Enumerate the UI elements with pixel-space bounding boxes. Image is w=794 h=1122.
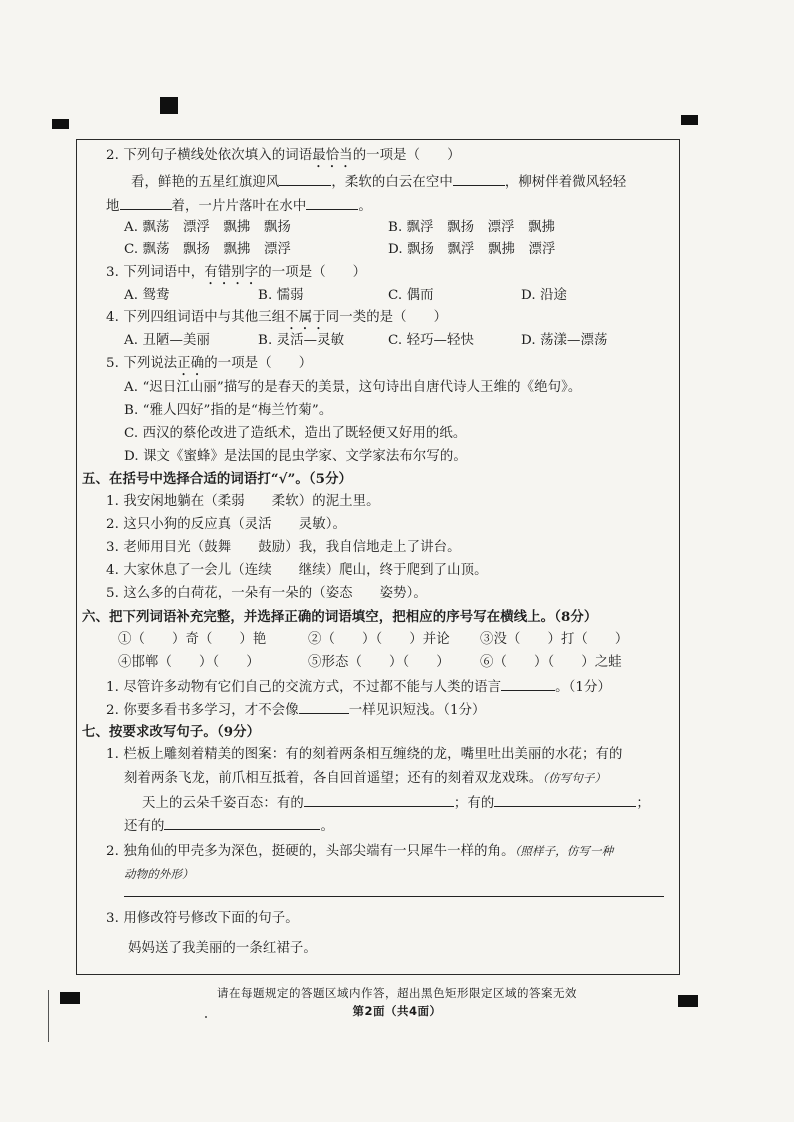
section-5-item: 1. 我安闲地躺在（柔弱 柔软）的泥土里。 [106, 494, 380, 509]
option-d: D. 荡漾—漂荡 [521, 333, 608, 348]
question-5-stem: 5. 下列说法正确的一项是（ ） [106, 356, 313, 371]
option-b: B. 懦弱 [258, 288, 304, 303]
section-7-q3-sentence: 妈妈送了我美丽的一条红裙子。 [128, 941, 317, 956]
idiom-cell: ⑤形态（ ）（ ） [308, 655, 450, 670]
section-5-item: 5. 这么多的白荷花，一朵有一朵的（姿态 姿势）。 [106, 586, 427, 601]
registration-mark [681, 115, 698, 125]
question-4-stem: 4. 下列四组词语中与其他三组不属于同一类的是（ ） [106, 310, 448, 325]
option-a: A. 飘荡 漂浮 飘拂 飘扬 [124, 220, 291, 235]
question-3-stem: 3. 下列词语中，有错别字的一项是（ ） [106, 265, 367, 280]
option-c: C. 轻巧—轻快 [388, 333, 475, 348]
idiom-cell: ②（ ）（ ）并论 [308, 632, 450, 647]
section-5-item: 3. 老师用目光（鼓舞 鼓励）我，我自信地走上了讲台。 [106, 540, 461, 555]
section-7-q1-text: 刻着两条飞龙，前爪相互抵着，各自回首遥望；还有的刻着双龙戏珠。（仿写句子） [124, 771, 607, 786]
registration-mark [160, 97, 178, 114]
answer-blank[interactable] [304, 793, 454, 807]
answer-line[interactable] [124, 896, 664, 897]
fill-blank[interactable] [453, 172, 505, 186]
section-7-q1-text: 1. 栏板上雕刻着精美的图案：有的刻着两条相互缠绕的龙，嘴里吐出美丽的水花；有的 [106, 747, 623, 762]
idiom-cell: ⑥（ ）（ ）之蛙 [480, 655, 622, 670]
section-5-item: 2. 这只小狗的反应真（灵活 灵敏）。 [106, 517, 346, 532]
section-6-question-1: 1. 尽管许多动物有它们自己的交流方式，不过都不能与人类的语言 。（1分） [106, 677, 611, 697]
option-c: C. 西汉的蔡伦改进了造纸术，造出了既轻便又好用的纸。 [124, 426, 467, 441]
option-b: B. 灵活—灵敏 [258, 333, 345, 348]
section-7-q1-answer: 天上的云朵千姿百态：有的 ；有的 ； [142, 793, 650, 813]
option-d: D. 飘扬 飘浮 飘拂 漂浮 [388, 242, 556, 257]
section-7-q3-text: 3. 用修改符号修改下面的句子。 [106, 911, 299, 926]
page-number: 第2面（共4面） [352, 1004, 442, 1018]
question-2-sentence: 看，鲜艳的五星红旗迎风 ，柔软的白云在空中 ，柳树伴着微风轻轻 [131, 172, 626, 192]
option-d: D. 沿途 [521, 288, 568, 303]
option-c: C. 飘荡 飘扬 飘拂 漂浮 [124, 242, 291, 257]
option-c: C. 偶而 [388, 288, 434, 303]
section-7-q2-note: 动物的外形） [124, 867, 194, 881]
exam-content [76, 139, 680, 975]
option-a: A. 鸳鸯 [124, 288, 170, 303]
question-2-stem: 2. 下列句子横线处依次填入的词语最恰当的一项是（ ） [106, 148, 461, 163]
option-a: A. 丑陋—美丽 [124, 333, 210, 348]
fill-blank[interactable] [120, 196, 172, 210]
section-7-q2-text: 2. 独角仙的甲壳多为深色，挺硬的，头部尖端有一只犀牛一样的角。（照样子，仿写一种 [106, 844, 614, 859]
question-2-sentence-cont: 地 着，一片片落叶在水中 。 [106, 196, 372, 216]
idiom-cell: ①（ ）奇（ ）艳 [118, 632, 267, 647]
section-5-title: 五、在括号中选择合适的词语打“√”。（5分） [82, 471, 353, 487]
registration-mark [52, 119, 69, 129]
idiom-cell: ③没（ ）打（ ） [480, 632, 629, 647]
section-6-question-2: 2. 你要多看书多学习，才不会像 一样见识短浅。（1分） [106, 700, 486, 720]
idiom-cell: ④邯郸（ ）（ ） [118, 655, 260, 670]
option-d: D. 课文《蜜蜂》是法国的昆虫学家、文学家法布尔写的。 [124, 449, 467, 464]
option-b: B. “雅人四好”指的是“梅兰竹菊”。 [124, 403, 333, 418]
fill-blank[interactable] [501, 677, 555, 691]
section-7-q1-answer-cont: 还有的 。 [124, 816, 334, 836]
option-a: A. “迟日江山丽”描写的是春天的美景，这句诗出自唐代诗人王维的《绝句》。 [124, 380, 582, 395]
section-7-title: 七、按要求改写句子。（9分） [82, 724, 261, 740]
answer-blank[interactable] [164, 816, 320, 830]
section-5-item: 4. 大家休息了一会儿（连续 继续）爬山，终于爬到了山顶。 [106, 563, 488, 578]
fill-blank[interactable] [279, 172, 331, 186]
fill-blank[interactable] [299, 700, 349, 714]
option-b: B. 飘浮 飘扬 漂浮 飘拂 [388, 220, 556, 235]
section-6-title: 六、把下列词语补充完整，并选择正确的词语填空，把相应的序号写在横线上。（8分） [82, 609, 598, 625]
answer-area-notice: 请在每题规定的答题区域内作答，超出黑色矩形限定区域的答案无效 [217, 986, 577, 1000]
fill-blank[interactable] [306, 196, 358, 210]
answer-blank[interactable] [494, 793, 636, 807]
